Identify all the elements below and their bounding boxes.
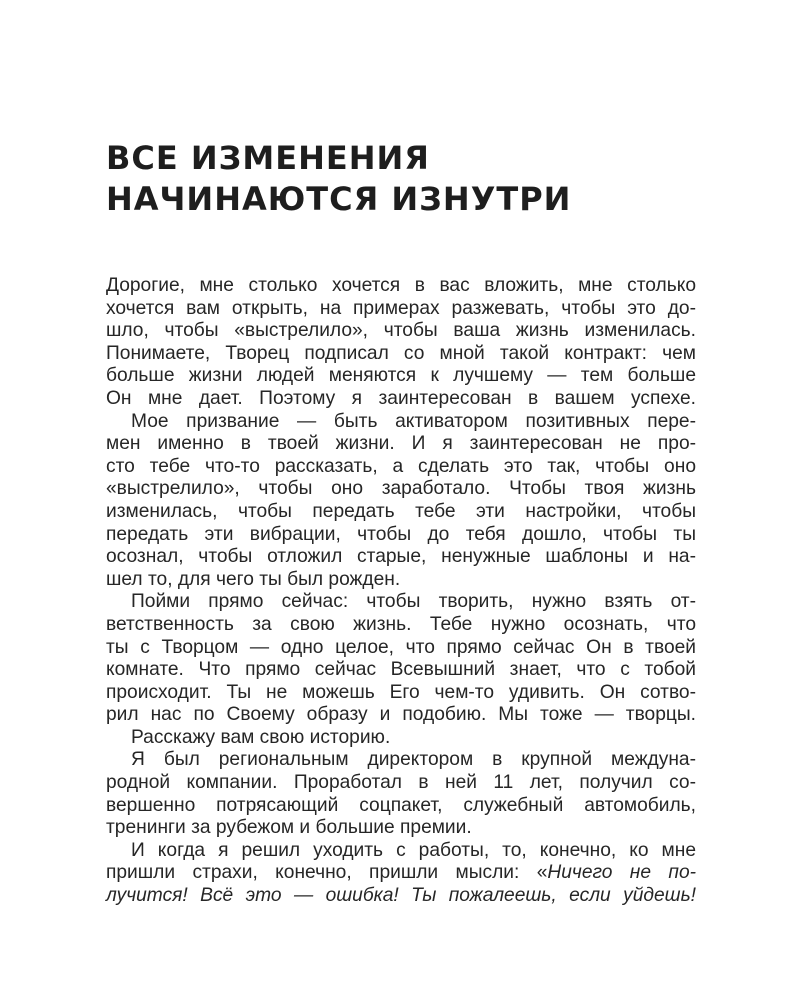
paragraph-3 — [106, 591, 696, 727]
text-line: родной компании. Проработал в ней 11 лет, получил со- — [106, 772, 696, 794]
chapter-title-line-2: НАЧИНАЮТСЯ ИЗНУТРИ — [106, 180, 572, 218]
text-line: тренинги за рубежом и большие премии. — [106, 817, 472, 839]
text-line: Пойми прямо сейчас: чтобы творить, нужно взять от- — [131, 591, 696, 613]
text-line: вершенно потрясающий соцпакет, служебный автомобиль, — [106, 794, 696, 816]
text-line: хочется вам открыть, на примерах разжевать, чтобы это до- — [106, 297, 696, 319]
paragraph-4 — [106, 727, 696, 750]
text-line: осознал, чтобы отложил старые, ненужные шаблоны и на- — [106, 546, 696, 568]
chapter-title — [106, 138, 571, 220]
text-line: Понимаете, Творец подписал со мной такой контракт: чем — [106, 342, 696, 364]
text-line — [106, 862, 696, 885]
text-line: Он мне дает. Поэтому я заинтересован в вашем успехе. — [106, 387, 696, 409]
text-line: шел то, для чего ты был рожден. — [106, 568, 401, 590]
text-line: передать эти вибрации, чтобы до тебя дошло, чтобы ты — [106, 523, 696, 545]
paragraph-5 — [106, 749, 696, 839]
text-line: Я был региональным директором в крупной междуна- — [131, 749, 696, 771]
text-line: больше жизни людей меняются к лучшему — тем больше — [106, 365, 696, 387]
text-line: Расскажу вам свою историю. — [131, 726, 391, 748]
text-line: изменилась, чтобы передать тебе эти настройки, чтобы — [106, 500, 696, 522]
paragraph-6 — [106, 840, 696, 908]
paragraph-2 — [106, 411, 696, 592]
text-segment: пришли страхи, конечно, пришли мысли: « — [106, 862, 548, 884]
text-line: комнате. Что прямо сейчас Всевышний знает, что с тобой — [106, 659, 696, 681]
chapter-title-line-1: ВСЕ ИЗМЕНЕНИЯ — [106, 139, 430, 177]
text-line: Дорогие, мне столько хочется в вас вложить, мне столько — [106, 275, 696, 296]
italic-quote-line: лучится! Всё это — ошибка! Ты пожалеешь, если уйдешь! — [106, 885, 696, 907]
text-line: Мое призвание — быть активатором позитивных пере- — [131, 410, 696, 432]
text-line: происходит. Ты не можешь Его чем-то удивить. Он сотво- — [106, 681, 696, 703]
body-text — [106, 275, 696, 908]
text-line: «выстрелило», чтобы оно заработало. Чтобы твоя жизнь — [106, 478, 696, 500]
text-line: И когда я решил уходить с работы, то, конечно, ко мне — [131, 839, 696, 861]
text-line: мен именно в твоей жизни. И я заинтересован не про- — [106, 433, 696, 455]
italic-quote: Ничего не по- — [547, 862, 697, 884]
text-line: сто тебе что-то рассказать, а сделать это так, чтобы оно — [106, 455, 696, 477]
text-line: шло, чтобы «выстрелило», чтобы ваша жизнь изменилась. — [106, 320, 696, 342]
text-line: ветственность за свою жизнь. Тебе нужно осознать, что — [106, 613, 696, 635]
text-line: ты с Творцом — одно целое, что прямо сейчас Он в твоей — [106, 636, 696, 658]
text-line: рил нас по Своему образу и подобию. Мы тоже — творцы. — [106, 704, 696, 726]
paragraph-1 — [106, 275, 696, 411]
